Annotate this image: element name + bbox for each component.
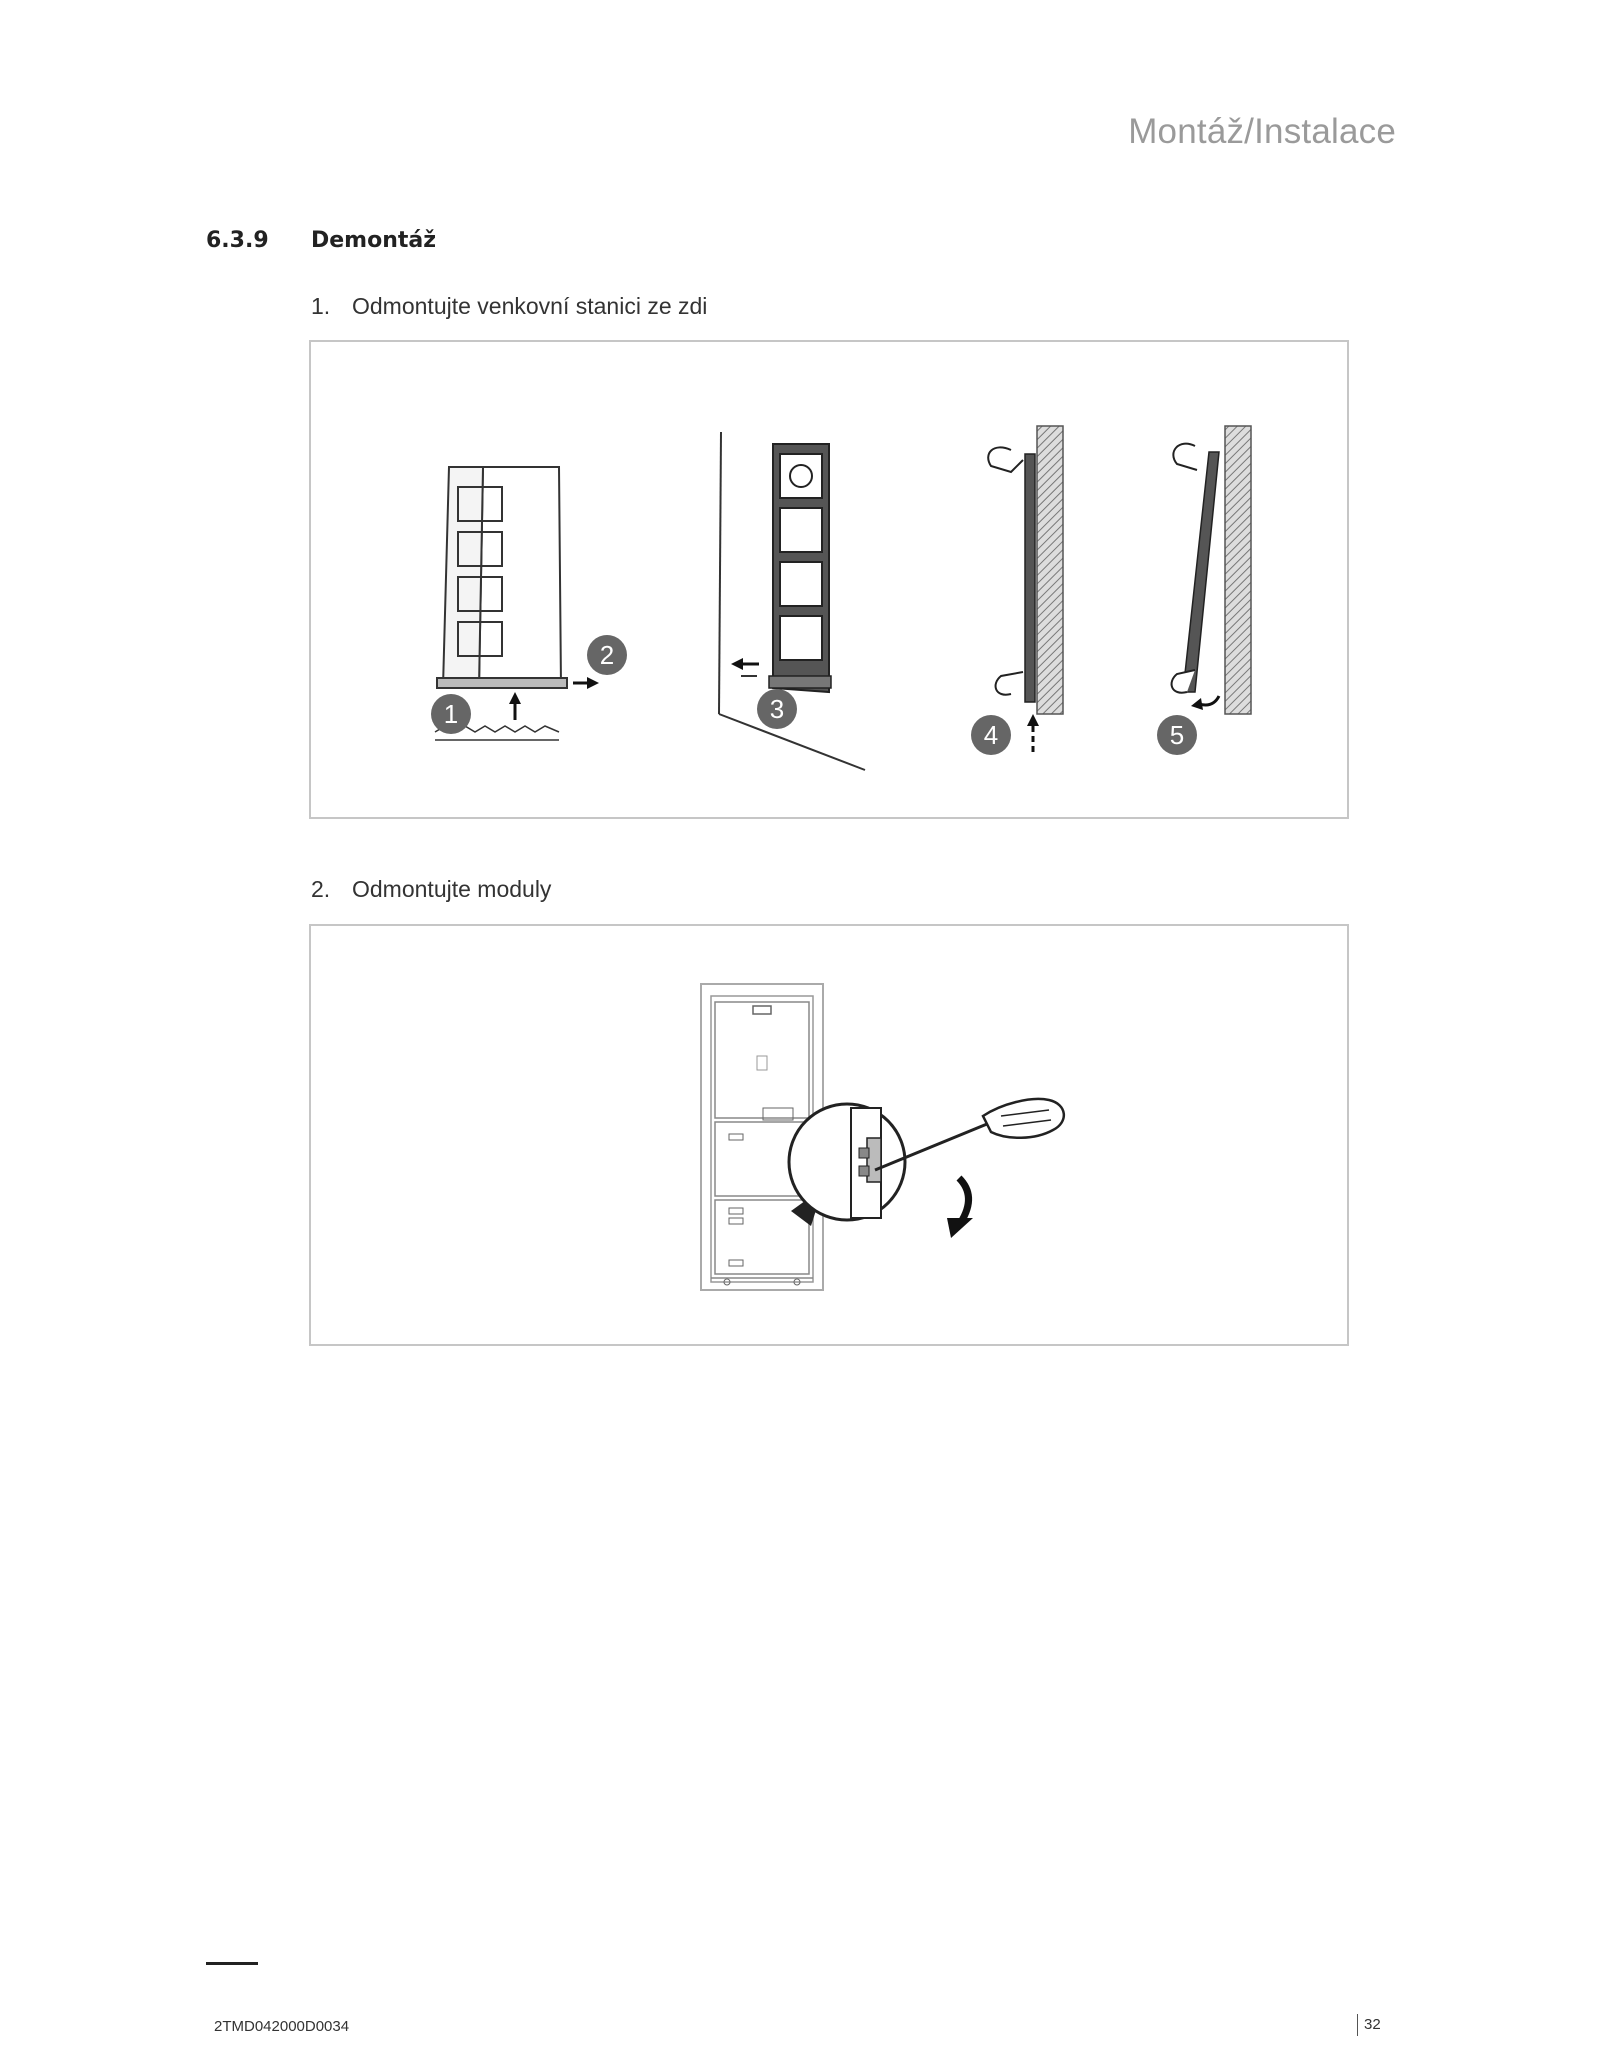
footer-page-number: 32 bbox=[1357, 2014, 1381, 2036]
arrow-right-icon bbox=[573, 677, 599, 689]
footer-rule bbox=[206, 1962, 258, 1965]
step-2 bbox=[311, 876, 551, 903]
step-2-text: Odmontujte moduly bbox=[352, 876, 552, 902]
step-2-number: 2. bbox=[311, 876, 331, 902]
callout-1 bbox=[431, 694, 471, 734]
step-1-number: 1. bbox=[311, 293, 331, 319]
step-1 bbox=[311, 293, 707, 320]
svg-text:1: 1 bbox=[443, 699, 459, 729]
arrow-left-icon bbox=[731, 658, 759, 670]
running-header-title: Montáž/Instalace bbox=[1128, 112, 1396, 151]
remove-modules-illustration bbox=[311, 926, 1347, 1344]
callout-4 bbox=[971, 715, 1011, 755]
screwdriver-icon bbox=[875, 1099, 1064, 1170]
figure-remove-from-wall bbox=[309, 340, 1349, 819]
arrow-up-icon bbox=[509, 692, 521, 720]
section-title: Demontáž bbox=[311, 228, 437, 253]
tilt-station-drawing bbox=[1172, 426, 1251, 714]
svg-text:5: 5 bbox=[1169, 720, 1185, 750]
svg-text:3: 3 bbox=[769, 694, 785, 724]
callout-2 bbox=[587, 635, 627, 675]
rotate-arrow-icon bbox=[947, 1178, 973, 1238]
remove-from-wall-illustration bbox=[311, 342, 1347, 817]
callout-3 bbox=[757, 689, 797, 729]
step-1-text: Odmontujte venkovní stanici ze zdi bbox=[352, 293, 708, 319]
svg-text:2: 2 bbox=[599, 640, 615, 670]
arrow-up-dashed-icon bbox=[1027, 714, 1039, 752]
lift-station-drawing bbox=[988, 426, 1063, 714]
footer-document-id: 2TMD042000D0034 bbox=[214, 2018, 350, 2035]
section-number: 6.3.9 bbox=[206, 228, 269, 253]
figure-remove-modules bbox=[309, 924, 1349, 1346]
svg-text:4: 4 bbox=[983, 720, 999, 750]
curved-arrow-icon bbox=[1191, 696, 1219, 710]
callout-5 bbox=[1157, 715, 1197, 755]
